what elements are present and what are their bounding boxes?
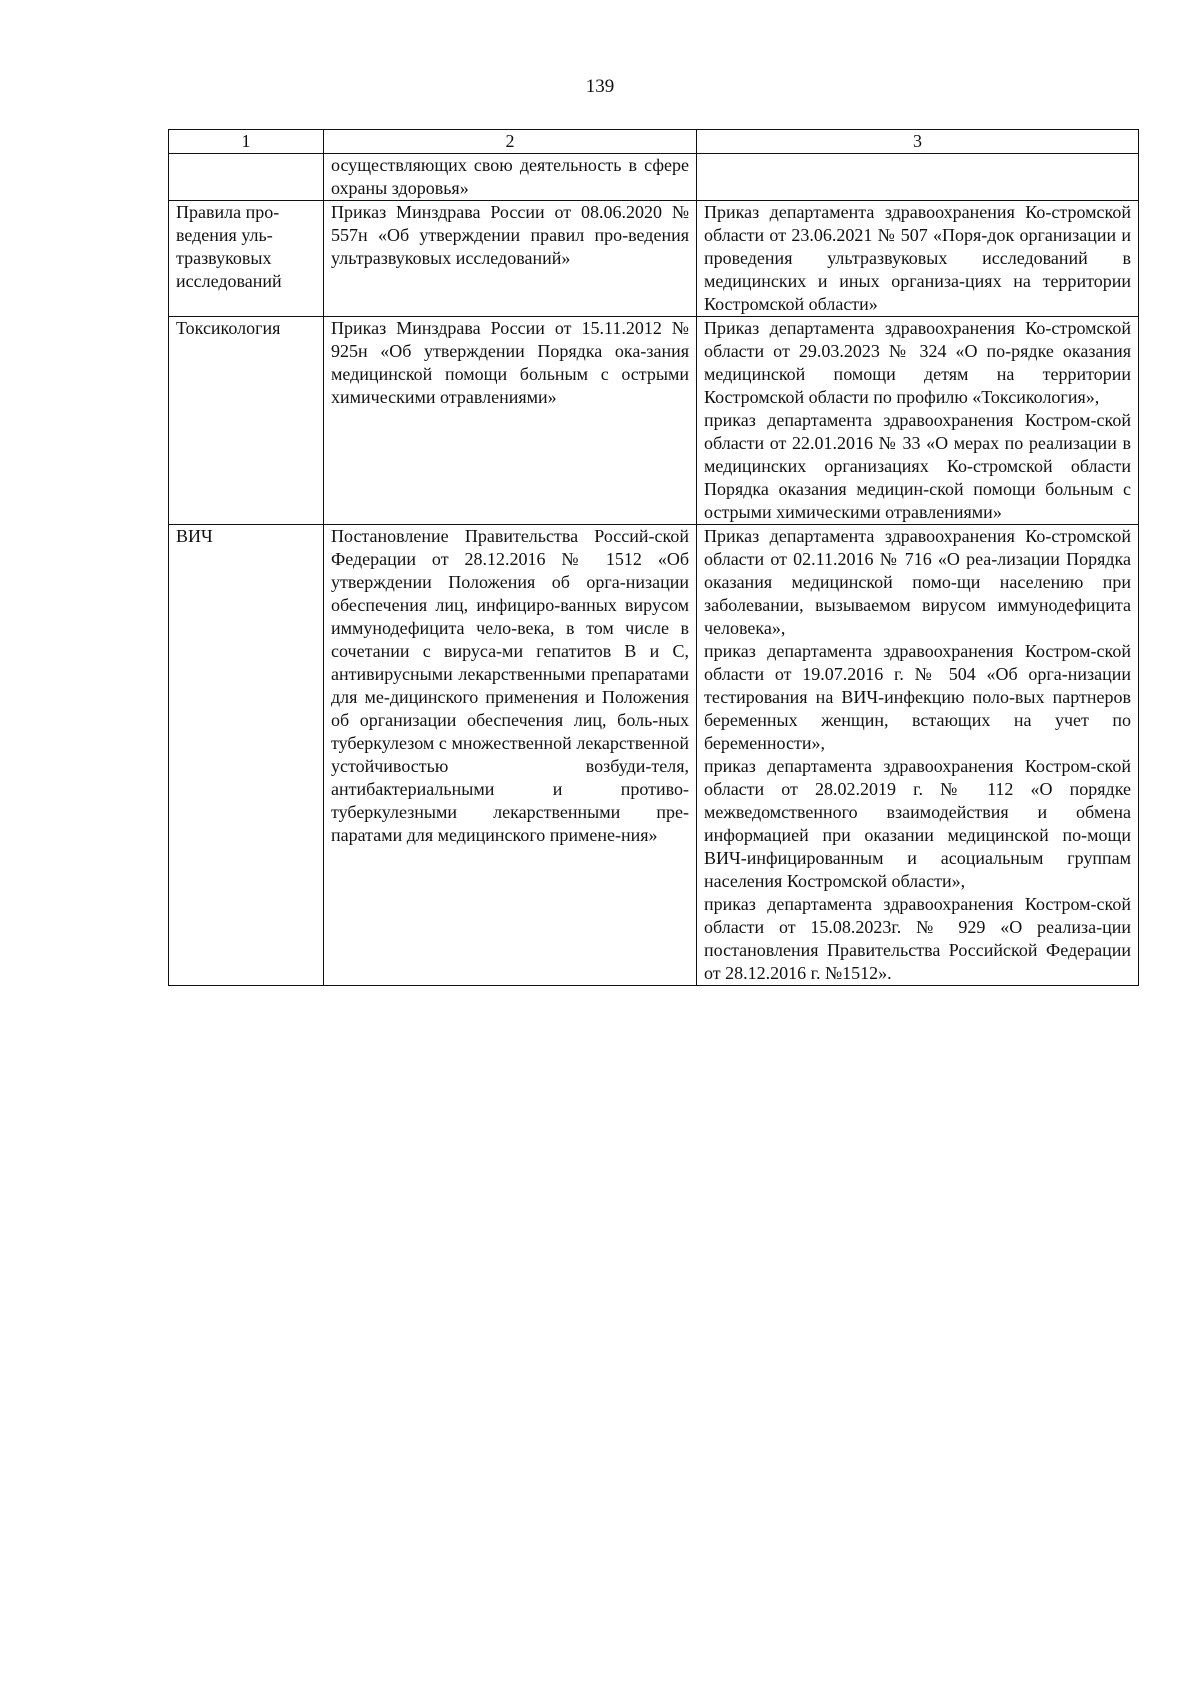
table-row (169, 201, 1139, 317)
cell-regional-act (697, 154, 1139, 201)
cell-topic (169, 154, 324, 201)
regulations-table (168, 129, 1139, 986)
cell-topic: Токсикология (169, 317, 324, 525)
table-row (169, 525, 1139, 986)
table-header-row (169, 130, 1139, 154)
cell-regional-act: Приказ департамента здравоохранения Ко-стромской области от 23.06.2021 № 507 «Поря-док организации и проведения ультразвуковых исследований в медицинских и иных организа-циях на территории Костромской области» (697, 201, 1139, 317)
cell-regional-act: Приказ департамента здравоохранения Ко-стромской области от 02.11.2016 № 716 «О реа-лизации Порядка оказания медицинской помо-щи населению при заболевании, вызываемом вирусом иммунодефицита человека», приказ департамента здравоохранения Костром-ской области от 19.07.2016 г. № 504 «Об орга-низации тестирования на ВИЧ-инфекцию поло-вых партнеров беременных женщин, встающих на учет по беременности», приказ департамента здравоохранения Костром-ской области от 28.02.2019 г. № 112 «О порядке межведомственного взаимодействия и обмена информацией при оказании медицинской по-мощи ВИЧ-инфицированным и асоциальным группам населения Костромской области», приказ департамента здравоохранения Костром-ской области от 15.08.2023г. № 929 «О реализа-ции постановления Правительства Российской Федерации от 28.12.2016 г. №1512». (697, 525, 1139, 986)
table-row (169, 317, 1139, 525)
cell-federal-act: осуществляющих свою деятельность в сфере охраны здоровья» (324, 154, 697, 201)
column-header-2: 2 (324, 130, 697, 154)
cell-regional-act: Приказ департамента здравоохранения Ко-стромской области от 29.03.2023 № 324 «О по-рядке оказания медицинской помощи детям на территории Костромской области по профилю «Токсикология», приказ департамента здравоохранения Костром-ской области от 22.01.2016 № 33 «О мерах по реализации в медицинских организациях Ко-стромской области Порядка оказания медицин-ской помощи больным с острыми химическими отравлениями» (697, 317, 1139, 525)
cell-federal-act: Приказ Минздрава России от 08.06.2020 № 557н «Об утверждении правил про-ведения ультразвуковых исследований» (324, 201, 697, 317)
cell-federal-act: Постановление Правительства Россий-ской Федерации от 28.12.2016 № 1512 «Об утверждении Положения об орга-низации обеспечения лиц, инфициро-ванных вирусом иммунодефицита чело-века, в том числе в сочетании с вируса-ми гепатитов В и С, антивирусными лекарственными препаратами для ме-дицинского применения и Положения об организации обеспечения лиц, боль-ных туберкулезом с множественной лекарственной устойчивостью возбуди-теля, антибактериальными и противо-туберкулезными лекарственными пре-паратами для медицинского примене-ния» (324, 525, 697, 986)
column-header-1: 1 (169, 130, 324, 154)
table-row (169, 154, 1139, 201)
cell-topic: ВИЧ (169, 525, 324, 986)
cell-federal-act: Приказ Минздрава России от 15.11.2012 № 925н «Об утверждении Порядка ока-зания медицинской помощи больным с острыми химическими отравлениями» (324, 317, 697, 525)
column-header-3: 3 (697, 130, 1139, 154)
cell-topic: Правила про- ведения уль- тразвуковых исследований (169, 201, 324, 317)
page-number: 139 (585, 76, 615, 97)
